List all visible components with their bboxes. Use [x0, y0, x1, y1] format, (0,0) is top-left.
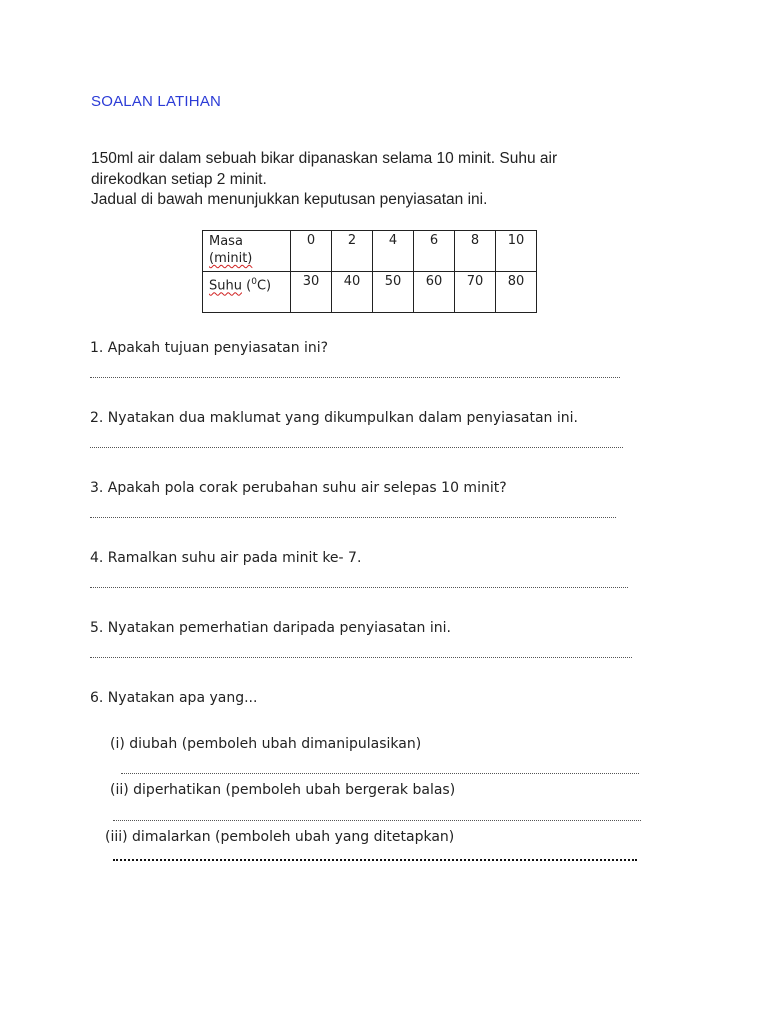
- answer-line-4[interactable]: [90, 587, 628, 588]
- question-6ii: (ii) diperhatikan (pemboleh ubah bergerak balas): [110, 782, 456, 798]
- question-5: 5. Nyatakan pemerhatian daripada penyiasatan ini.: [90, 620, 451, 636]
- question-1: 1. Apakah tujuan penyiasatan ini?: [90, 340, 329, 356]
- question-4: 4. Ramalkan suhu air pada minit ke- 7.: [90, 550, 362, 566]
- answer-line-1[interactable]: [90, 377, 620, 378]
- time-label-word: Masa: [209, 234, 243, 249]
- temp-label-word: Suhu: [209, 278, 242, 294]
- intro-line-1: 150ml air dalam sebuah bikar dipanaskan selama 10 minit. Suhu air: [91, 150, 558, 167]
- table-row-temperature: [203, 272, 537, 313]
- answer-line-5[interactable]: [90, 657, 632, 658]
- table-cell: 40: [332, 272, 373, 313]
- intro-line-2: direkodkan setiap 2 minit.: [91, 170, 267, 188]
- table-cell: 60: [414, 272, 455, 313]
- time-label-unit: (minit): [209, 251, 253, 266]
- intro-paragraph: [91, 149, 691, 211]
- question-2: 2. Nyatakan dua maklumat yang dikumpulkan dalam penyiasatan ini.: [90, 410, 578, 426]
- question-6iii: (iii) dimalarkan (pemboleh ubah yang ditetapkan): [105, 829, 455, 845]
- answer-line-6i[interactable]: [121, 773, 639, 774]
- table-row-time: [203, 231, 537, 272]
- table-cell: 50: [373, 272, 414, 313]
- intro-line-3: Jadual di bawah menunjukkan keputusan penyiasatan ini.: [91, 191, 488, 208]
- answer-line-6iii[interactable]: [113, 859, 637, 861]
- table-cell: 30: [291, 272, 332, 313]
- table-cell: 8: [455, 231, 496, 272]
- table-cell: 10: [496, 231, 537, 272]
- question-6: 6. Nyatakan apa yang...: [90, 690, 258, 706]
- table-header-time: [203, 231, 291, 272]
- table-cell: 70: [455, 272, 496, 313]
- worksheet-title: SOALAN LATIHAN: [91, 93, 222, 110]
- table-cell: 4: [373, 231, 414, 272]
- table-header-temperature: [203, 272, 291, 313]
- answer-line-2[interactable]: [90, 447, 623, 448]
- temp-label-open: (: [241, 278, 252, 294]
- table-cell: 0: [291, 231, 332, 272]
- table-cell: 6: [414, 231, 455, 272]
- table-cell: 2: [332, 231, 373, 272]
- question-6i: (i) diubah (pemboleh ubah dimanipulasikan): [110, 736, 422, 752]
- question-3: 3. Apakah pola corak perubahan suhu air selepas 10 minit?: [90, 480, 507, 496]
- answer-line-6ii[interactable]: [113, 820, 641, 821]
- temp-label-degree: 0: [251, 277, 257, 287]
- table-cell: 80: [496, 272, 537, 313]
- temp-label-close: C): [256, 278, 272, 294]
- results-table: [202, 230, 537, 313]
- answer-line-3[interactable]: [90, 517, 616, 518]
